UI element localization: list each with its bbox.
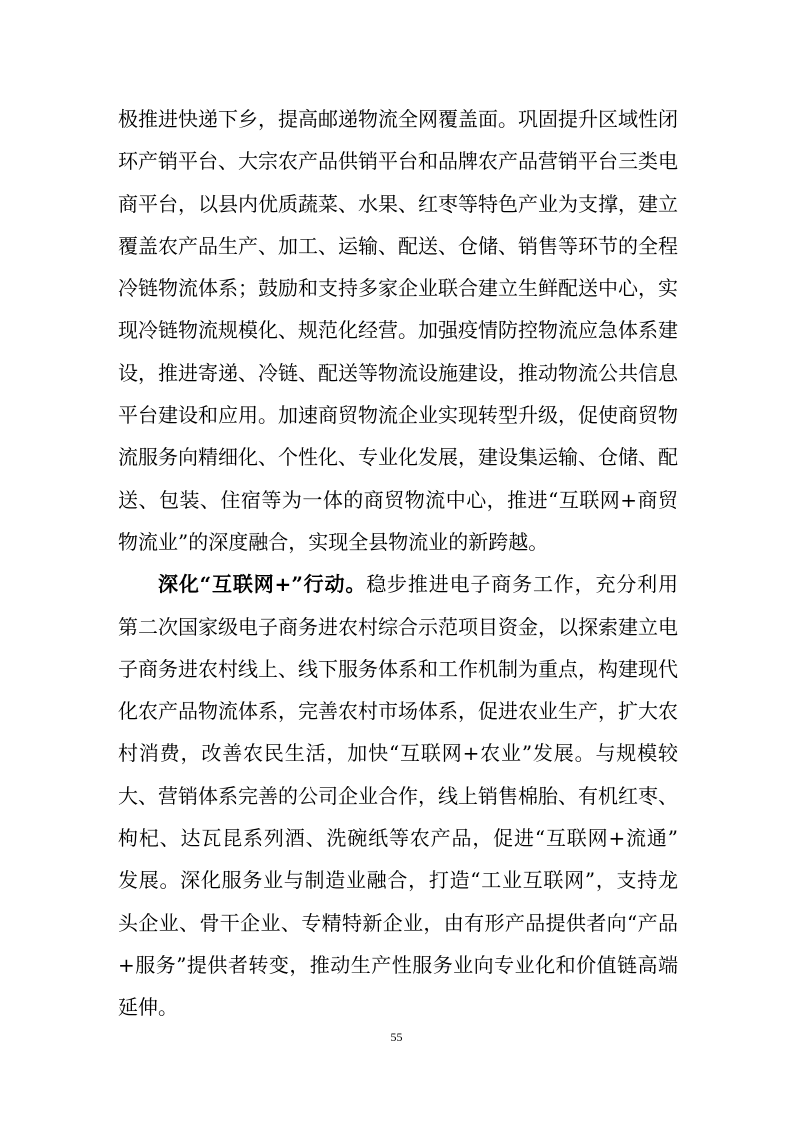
text-line: 现冷链物流规模化、规范化经营。加强疫情防控物流应急体系建 — [118, 318, 678, 343]
text-line: 头企业、骨干企业、专精特新企业，由有形产品提供者向“产品 — [118, 910, 678, 935]
text-line: 发展。深化服务业与制造业融合，打造“工业互联网”，支持龙 — [118, 868, 678, 893]
text-line: +服务”提供者转变，推动生产性服务业向专业化和价值链高端 — [118, 952, 678, 977]
text-line-rest: 稳步推进电子商务工作，充分利用 — [366, 572, 679, 597]
text-line: 送、包装、住宿等为一体的商贸物流中心，推进“互联网+商贸 — [118, 487, 678, 512]
text-line: 第二次国家级电子商务进农村综合示范项目资金，以探索建立电 — [118, 614, 678, 639]
text-line: 冷链物流体系；鼓励和支持多家企业联合建立生鲜配送中心，实 — [118, 276, 678, 301]
text-line: 极推进快递下乡，提高邮递物流全网覆盖面。巩固提升区域性闭 — [118, 107, 678, 131]
text-line: 平台建设和应用。加速商贸物流企业实现转型升级，促使商贸物 — [118, 403, 678, 428]
paragraph-logistics — [118, 98, 678, 563]
text-line: 大、营销体系完善的公司企业合作，线上销售棉胎、有机红枣、 — [118, 783, 678, 808]
text-line-first — [118, 563, 678, 605]
document-body — [118, 98, 678, 1029]
text-line: 商平台，以县内优质蔬菜、水果、红枣等特色产业为支撑，建立 — [118, 191, 678, 216]
text-line: 村消费，改善农民生活，加快“互联网+农业”发展。与规模较 — [118, 741, 678, 766]
text-line: 物流业”的深度融合，实现全县物流业的新跨越。 — [118, 529, 549, 554]
paragraph-internet-plus — [118, 563, 678, 1028]
text-line: 覆盖农产品生产、加工、运输、配送、仓储、销售等环节的全程 — [118, 233, 678, 258]
text-line: 化农产品物流体系，完善农村市场体系，促进农业生产，扩大农 — [118, 699, 678, 724]
text-line: 流服务向精细化、个性化、专业化发展，建设集运输、仓储、配 — [118, 445, 678, 470]
text-line: 设，推进寄递、冷链、配送等物流设施建设，推动物流公共信息 — [118, 360, 678, 385]
text-line: 子商务进农村线上、线下服务体系和工作机制为重点，构建现代 — [118, 656, 678, 681]
text-line: 环产销平台、大宗农产品供销平台和品牌农产品营销平台三类电 — [118, 149, 678, 174]
paragraph-lead-heading: 深化“互联网+”行动。 — [158, 572, 367, 597]
text-line: 延伸。 — [118, 995, 178, 1020]
text-line: 枸杞、达瓦昆系列酒、洗碗纸等农产品，促进“互联网+流通” — [118, 826, 678, 851]
page-number: 55 — [390, 1030, 403, 1044]
